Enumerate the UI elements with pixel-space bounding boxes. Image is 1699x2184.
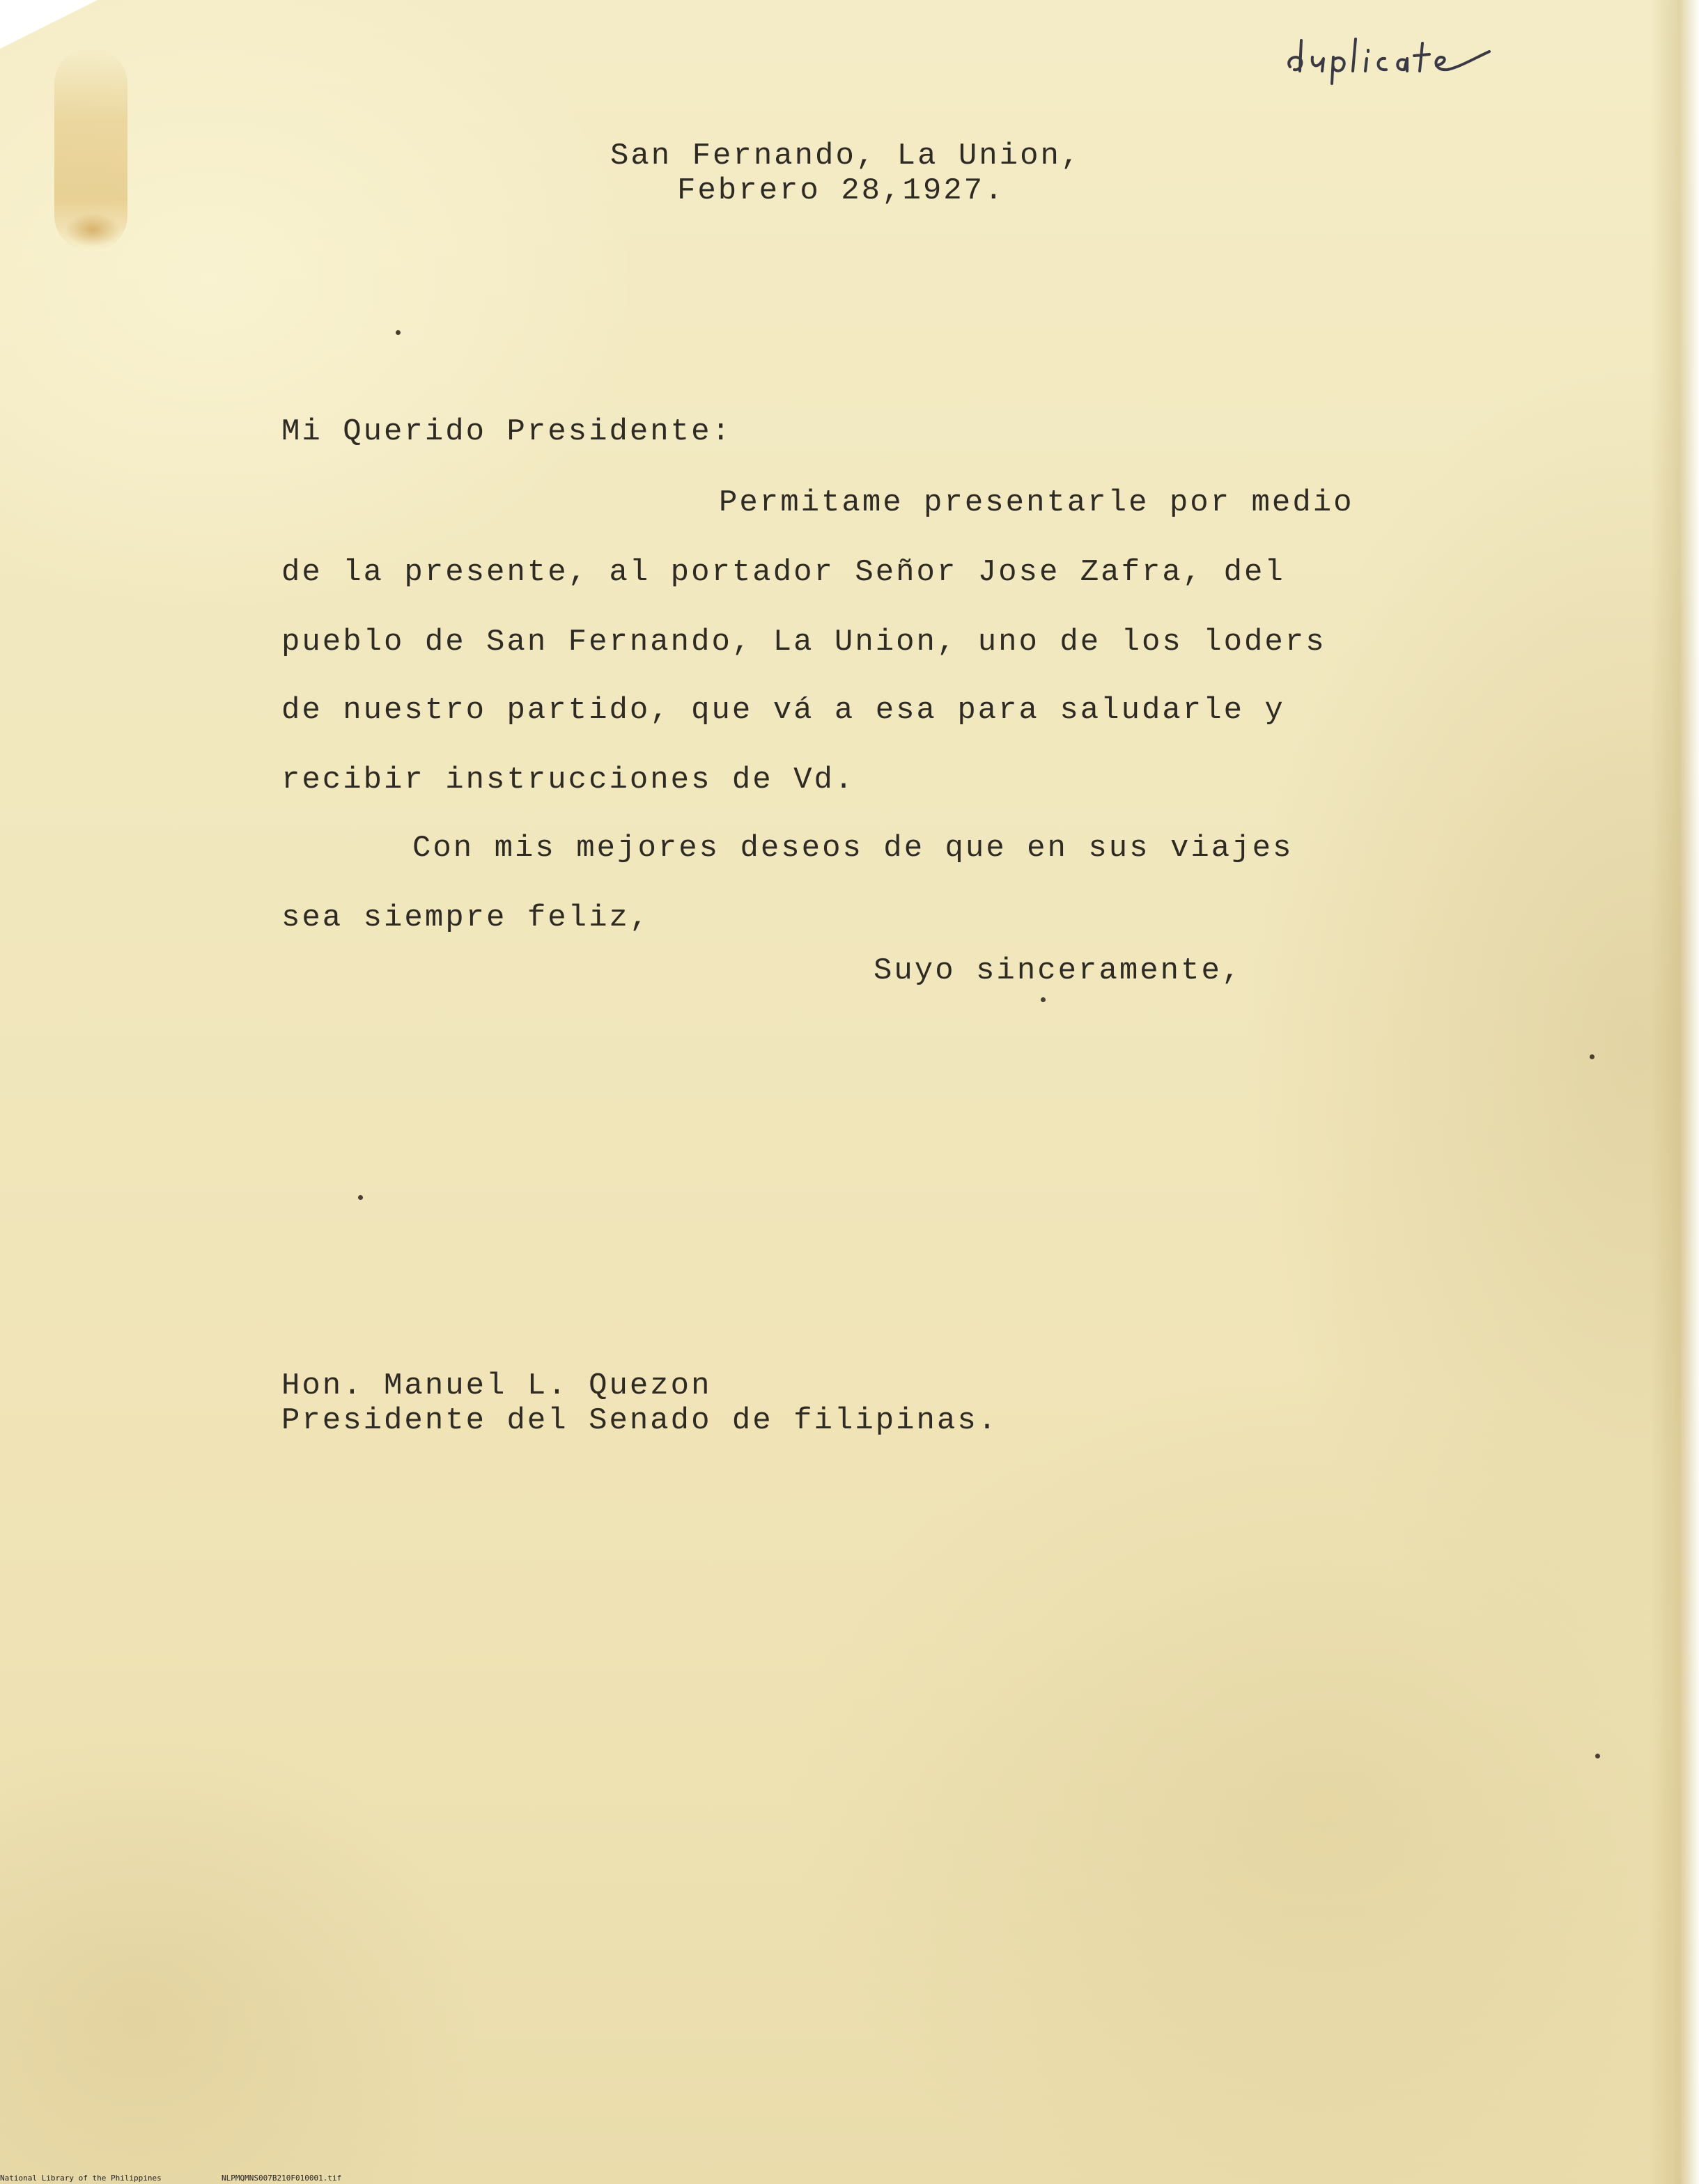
closing: Suyo sinceramente, (874, 953, 1243, 988)
paper-speck (396, 330, 401, 335)
recipient-title: Presidente del Senado de filipinas. (281, 1403, 999, 1438)
page-edge-shadow (1650, 0, 1699, 2184)
rust-stain (54, 49, 127, 251)
body-line: pueblo de San Fernando, La Union, uno de los loders (281, 625, 1326, 660)
salutation: Mi Querido Presidente: (281, 414, 732, 449)
body-line: Con mis mejores deseos de que en sus viajes (412, 831, 1294, 866)
handwritten-annotation (1280, 31, 1531, 86)
recipient-name: Hon. Manuel L. Quezon (281, 1368, 712, 1403)
paper-speck (1595, 1754, 1600, 1758)
library-caption: National Library of the Philippines (0, 2174, 162, 2183)
body-line: sea siempre feliz, (281, 900, 651, 935)
torn-corner (0, 0, 98, 49)
body-line: de la presente, al portador Señor Jose Zafra, del (281, 555, 1285, 590)
file-id-caption: NLPMQMNS007B210F010001.tif (222, 2174, 342, 2183)
paper-speck (358, 1195, 363, 1200)
body-line: recibir instrucciones de Vd. (281, 763, 855, 797)
paper-speck (1041, 997, 1046, 1002)
body-line: de nuestro partido, que vá a esa para saludarle y (281, 693, 1285, 728)
letter-place: San Fernando, La Union, (610, 139, 1082, 173)
body-line: Permitame presentarle por medio (719, 485, 1354, 520)
letter-date: Febrero 28,1927. (677, 173, 1005, 208)
paper-speck (1590, 1054, 1595, 1059)
